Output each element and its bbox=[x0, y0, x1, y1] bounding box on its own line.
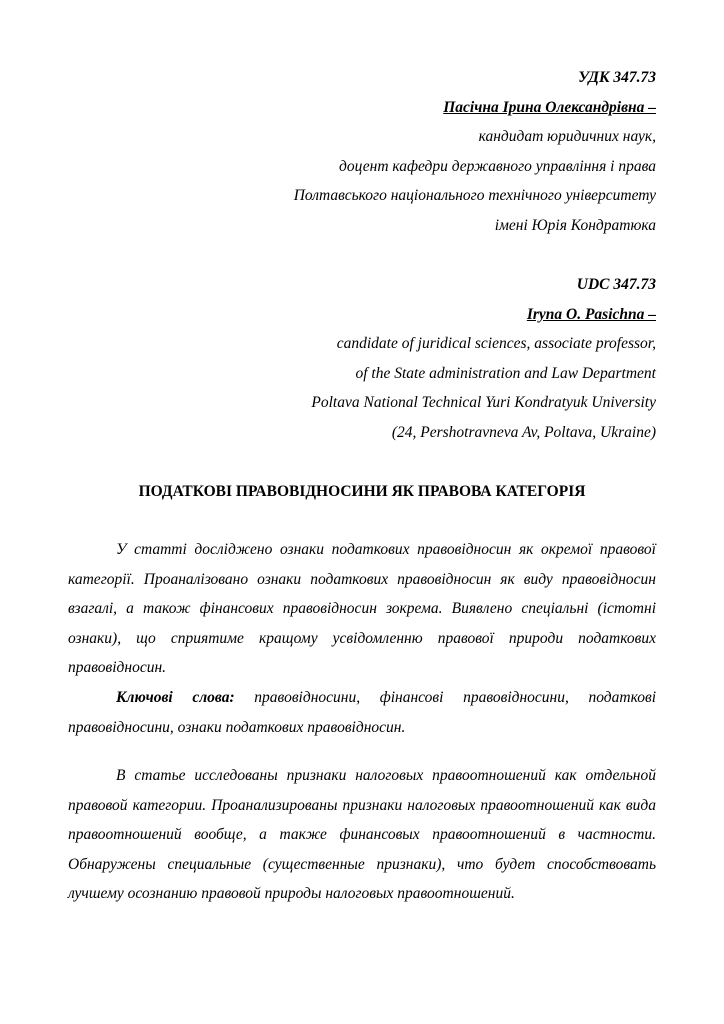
abstract-russian: В статье исследованы признаки налоговых правоотношений как отдельной правовой категории. Проанализированы признаки налоговых правоотношений как вида правоотношений вообще, а также финансовых правоотношений в частности. Обнаружены специальные (существенные признаки), что будет способствовать лучшему осознанию правовой природы налоговых правоотношений. bbox=[68, 767, 656, 902]
keywords-ukrainian bbox=[68, 683, 656, 742]
keywords-label: Ключові слова: bbox=[116, 689, 235, 706]
en-author-block bbox=[311, 270, 656, 447]
en-affiliation-line: (24, Pershotravneva Av, Poltava, Ukraine) bbox=[391, 423, 656, 441]
ua-author-block bbox=[294, 63, 656, 240]
ua-affiliation-line: доцент кафедри державного управління і права bbox=[339, 157, 656, 175]
ua-affiliation-line: Полтавського національного технічного університету bbox=[293, 187, 656, 204]
en-affiliation-line: of the State administration and Law Department bbox=[355, 364, 656, 382]
keywords-text: правовідносини, фінансові правовідносини, податкові правовідносини, ознаки податкових правовідносин. bbox=[68, 689, 657, 736]
abstract-ukrainian: У статті досліджено ознаки податкових правовідносин як окремої правової категорії. Проаналізовано ознаки податкових правовідносин як виду правовідносин взагалі, а також фінансових правовідносин зокрема. Виявлено спеціальні (істотні ознаки), що сприятиме кращому усвідомленню правової природи податкових правовідносин. bbox=[68, 541, 656, 676]
en-author-name: Iryna O. Pasichna – bbox=[526, 305, 656, 323]
paper-title: ПОДАТКОВІ ПРАВОВІДНОСИНИ ЯК ПРАВОВА КАТЕГОРІЯ bbox=[138, 483, 586, 500]
en-affiliation-line: Poltava National Technical Yuri Kondratyuk University bbox=[311, 394, 656, 411]
ua-affiliation-line: кандидат юридичних наук, bbox=[478, 128, 656, 145]
en-affiliation-line: candidate of juridical sciences, associate professor, bbox=[336, 335, 656, 352]
ua-affiliation-line: імені Юрія Кондратюка bbox=[494, 216, 656, 234]
en-udc: UDC 347.73 bbox=[576, 276, 656, 293]
ua-udc: УДК 347.73 bbox=[578, 69, 656, 86]
ua-author-name: Пасічна Ірина Олександрівна – bbox=[443, 98, 656, 116]
